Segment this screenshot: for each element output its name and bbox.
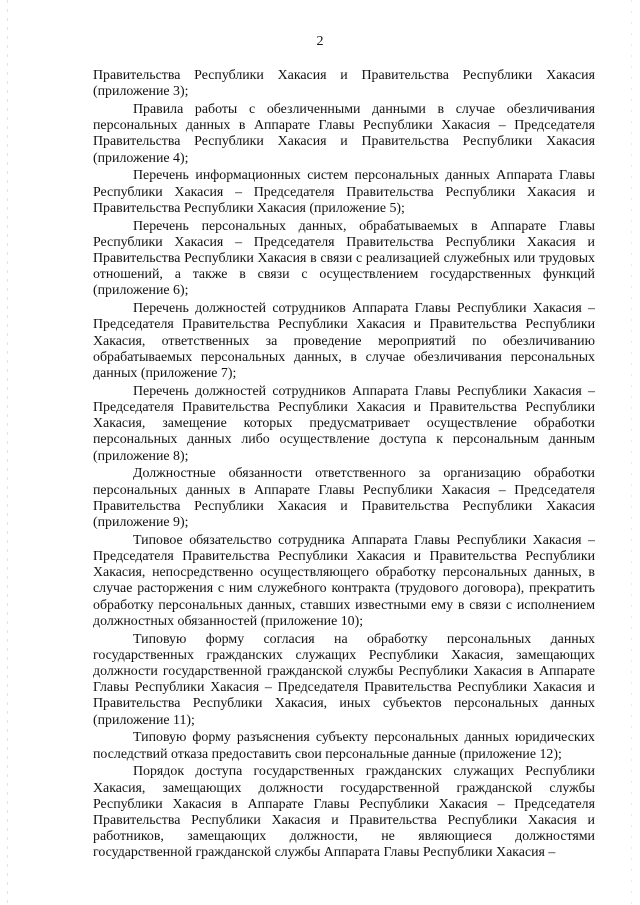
paragraph-appendix-9: Должностные обязанности ответственного за организацию обработки персональных данных в Аппарате Главы Республики Хакасия – Председателя Правительства Республики Хакасия и Правительства Республики Хакасия (приложение 9); xyxy=(93,466,595,531)
paragraph-appendix-7: Перечень должностей сотрудников Аппарата Главы Республики Хакасия – Председателя Правительства Республики Хакасия и Правительства Республики Хакасия, ответственных за проведение мероприятий по обезличиванию обрабатываемых персональных данных, в случае обезличивания персональных данных (приложение 7); xyxy=(93,301,595,382)
paragraph-access-procedure: Порядок доступа государственных гражданских служащих Республики Хакасия, замещающих должности государственной гражданской службы Республики Хакасия в Аппарате Главы Республики Хакасия – Председателя Правительства Республики Хакасия и Правительства Республики Хакасия и работников, замещающих должности, не являющиеся должностями государственной гражданской службы Аппарата Главы Республики Хакасия – xyxy=(93,764,595,861)
page-number: 2 xyxy=(316,34,324,49)
paragraph-appendix-4: Правила работы с обезличенными данными в случае обезличивания персональных данных в Аппарате Главы Республики Хакасия – Председателя Правительства Республики Хакасия и Правительства Республики Хакасия (приложение 4); xyxy=(93,102,595,166)
paragraph-appendix-12: Типовую форму разъяснения субъекту персональных данных юридических последствий отказа предоставить свои персональные данные (приложение 12); xyxy=(93,730,595,762)
paragraph-appendix-6: Перечень персональных данных, обрабатываемых в Аппарате Главы Республики Хакасия – Председателя Правительства Республики Хакасия и Правительства Республики Хакасия в связи с реализацией служебных или трудовых отношений, а также в связи с осуществлением государственных функций (приложение 6); xyxy=(93,218,595,299)
paragraph-appendix-5: Перечень информационных систем персональных данных Аппарата Главы Республики Хакасия – Председателя Правительства Республики Хакасия и Правительства Республики Хакасия (приложение 5); xyxy=(93,168,595,216)
document-body xyxy=(93,68,595,863)
paragraph-continuation: Правительства Республики Хакасия и Правительства Республики Хакасия (приложение 3); xyxy=(93,68,595,100)
paragraph-appendix-8: Перечень должностей сотрудников Аппарата Главы Республики Хакасия – Председателя Правительства Республики Хакасия и Правительства Республики Хакасия, замещение которых предусматривает осуществление обработки персональных данных либо осуществление доступа к персональным данным (приложение 8); xyxy=(93,383,595,464)
paragraph-appendix-11: Типовую форму согласия на обработку персональных данных государственных гражданских служащих Республики Хакасия, замещающих должности государственной гражданской службы Республики Хакасия в Аппарате Главы Республики Хакасия – Председателя Правительства Республики Хакасия и Правительства Республики Хакасия, иных субъектов персональных данных (приложение 11); xyxy=(93,631,595,728)
scan-edge-right xyxy=(631,0,632,905)
paragraph-appendix-10: Типовое обязательство сотрудника Аппарата Главы Республики Хакасия – Председателя Правительства Республики Хакасия и Правительства Республики Хакасия, непосредственно осуществляющего обработку персональных данных, в случае расторжения с ним служебного контракта (трудового договора), прекратить обработку персональных данных, ставших известными ему в связи с исполнением должностных обязанностей (приложение 10); xyxy=(93,532,595,629)
scan-edge-left xyxy=(7,0,8,905)
